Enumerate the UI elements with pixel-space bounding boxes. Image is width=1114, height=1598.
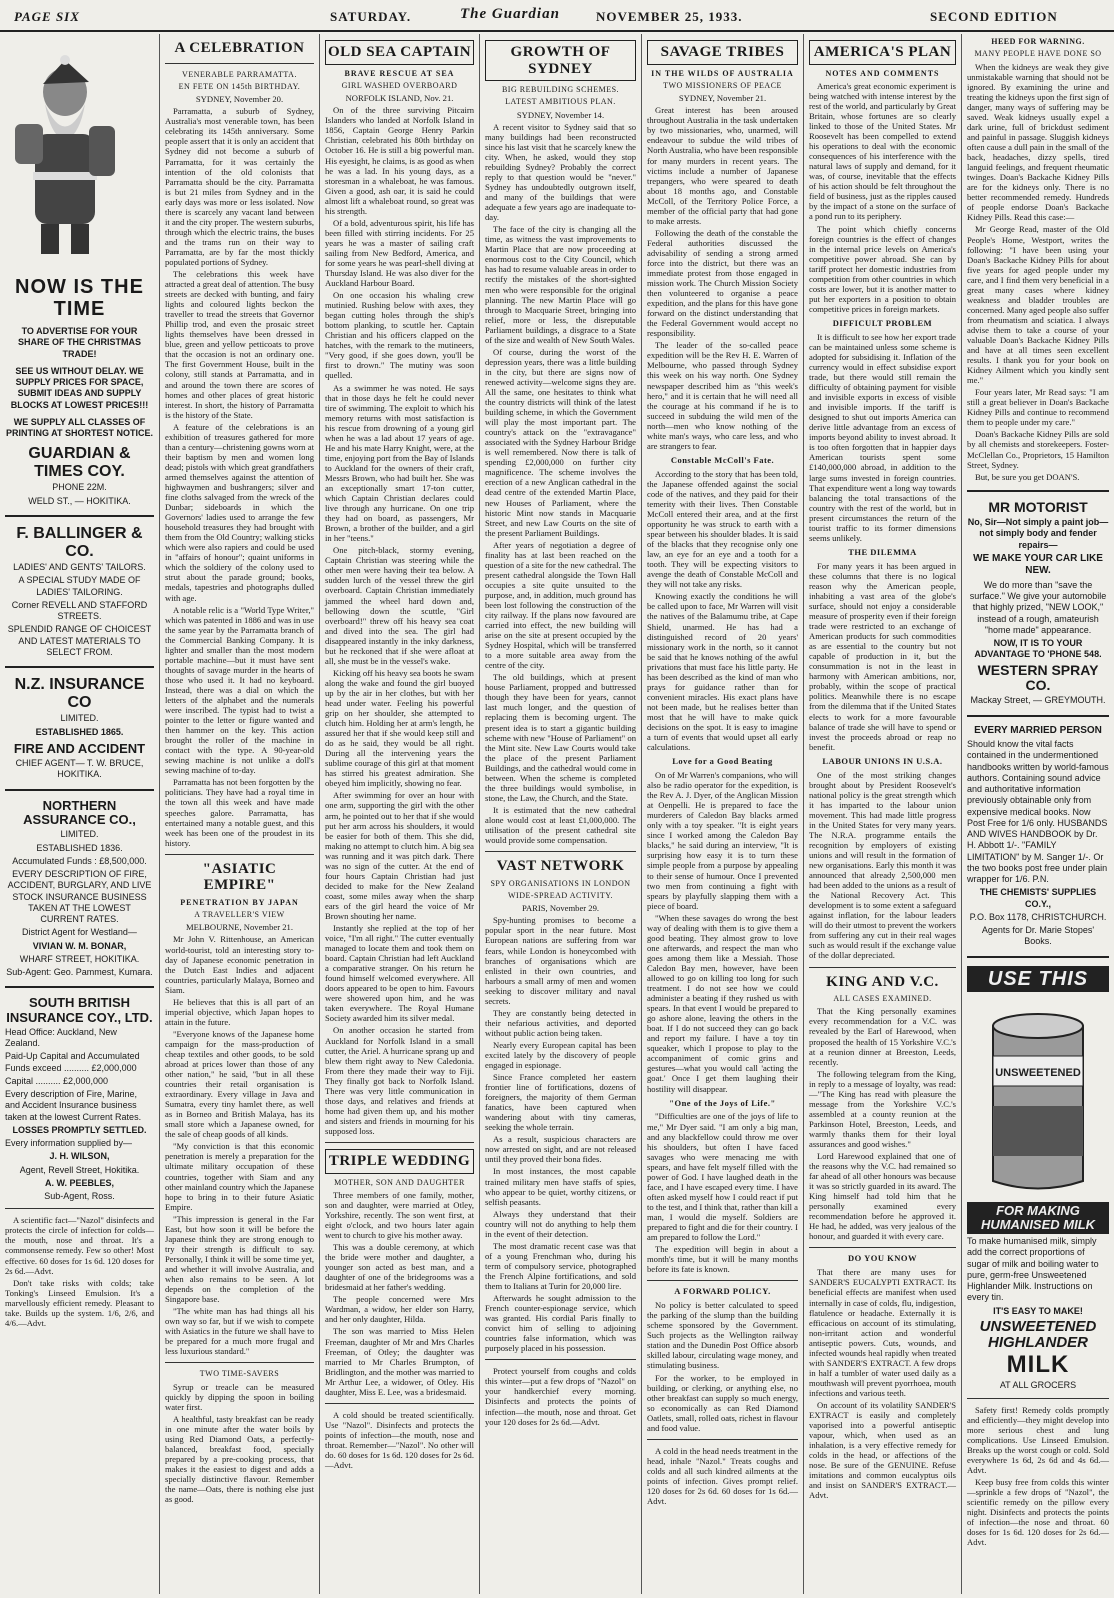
northern-assurance-ad — [5, 799, 154, 979]
section-subhead: Love for a Good Beating — [672, 756, 773, 767]
ad-body: Should know the vital facts contained in the undermentioned handbooks written by world-famous authors. Containing sound advice and authoritative information previously obtainable only from expensive medical books. Now Post Free for 1/6 only. HUSBANDS AND WIVES HANDBOOK by Dr. H. Abbott 1/-. "FAMILY LIMITATION" by M. Sanger 1/-. Or the two books post free under plain wrapper for 1/6. P.N. — [967, 739, 1109, 885]
ad-established: ESTABLISHED 1865. — [35, 726, 124, 737]
article-paragraph: The people concerned were Mrs Wardman, a widow, her elder son Harry, and her only daughter, Hilda. — [325, 1294, 474, 1325]
ad-funds: Accumulated Funds : £8,500,000. — [12, 855, 147, 866]
article-headline: OLD SEA CAPTAIN — [325, 40, 474, 65]
nazol-advert: A scientific fact—"Nazol" disinfects and protects the circle of infection for colds—the mouth, nose and throat. It's a commonsense remedy. Few so other! Most effective. 60 doses for 1s 6d. 120 doses for 2s 6d.—Advt. — [5, 1215, 154, 1276]
article-headline: GROWTH OF SYDNEY — [485, 40, 636, 81]
article-paragraph: On of the three surviving Pitcairn Islanders who landed at Norfolk Island in 1856, Captain George Henry Parkin Christian, celebrated his 80th birthday on October 16. He is still a big powerful man. His eyesight, he claims, is as good as when he was a lad. In his young days, as a storesman in a whaleboat, he was famous. Given a good, ash oar, it is said he could almost lift a whaleboat round, so great was his strength. — [325, 105, 474, 216]
article-paragraph: It is estimated that the new cathedral alone would cost at least £1,000,000. The utilisation of the present cathedral site would provide some compensation. — [485, 804, 636, 846]
article-headline: KING AND V.C. — [826, 973, 939, 990]
article-subhead: IN THE WILDS OF AUSTRALIA — [651, 68, 794, 78]
article-paragraph: Syrup or treacle can be measured quickly by dipping the spoon in boiling water first. — [165, 1381, 314, 1412]
south-british-ad — [5, 996, 154, 1202]
ad-subtitle: LADIES' AND GENTS' TAILORS. — [13, 562, 146, 573]
western-spray-ad — [967, 500, 1109, 707]
article-headline: A CELEBRATION — [174, 40, 305, 56]
article-paragraph: A notable relic is a "World Type Writer," which was patented in 1886 and was in use the same year by the Parramatta branch of the Commercial Banking Company. It is lighter and smaller than the most modern portable machine—but it must have sent thoughts of savage murder in the hearts of those who used it. It had no keyboard. Instead, there was a dial on which the letters of the alphabet and the numerals were inscribed. The typist had to twist a pointer to the letter or figure wanted and then hammer on the key. This action brought the roller of the machine in contact with the type. A 90-year-old sewing machine is not unlike a doll's sewing machine of to-day. — [165, 604, 314, 776]
article-paragraph: Doan's Backache Kidney Pills are sold by all chemists and storekeepers. Foster-McClellan Co., Proprietors, 15 Hamilton Street, Sydney. — [967, 429, 1109, 470]
ad-address: WHARF STREET, HOKITIKA. — [19, 953, 140, 964]
ad-body: SEE US WITHOUT DELAY. WE SUPPLY PRICES FOR SPACE, SUBMIT IDEAS AND SUPPLY BLOCKS AT LOWEST PRICES!!! — [10, 365, 149, 410]
section-subhead: THE DILEMMA — [848, 546, 917, 557]
nazol-advert: A cold should be treated scientifically. Use "Nazol". Disinfects and protects the points of infection—the mouth, nose and throat. Remember—"Nazol". No other will do. 60 doses for 1s 6d. 120 doses for 2s 6d.—Advt. — [325, 1409, 474, 1471]
article-subhead: BRAVE RESCUE AT SEA — [344, 68, 455, 78]
ad-body: EVERY DESCRIPTION OF FIRE, ACCIDENT, BURGLARY, AND LIVE STOCK INSURANCE BUSINESS TAKEN AT THE LOWEST CURRENT RATES. — [7, 869, 152, 924]
article-paragraph: No policy is better calculated to speed the parking of the slump than the building scheme sponsored by the Government. Such projects as the Wellington railway station and the Dunedin Post Office absorb skilled labour, circulating wage money, and stimulating business. — [647, 1300, 798, 1371]
ad-firm: SOUTH BRITISH INSURANCE COY., LTD. — [6, 995, 153, 1025]
section-subhead: A FORWARD POLICY. — [674, 1286, 771, 1297]
article-subhead: NOTES AND COMMENTS — [825, 68, 940, 78]
ad-body: NOW, IT IS TO YOUR ADVANTAGE TO 'PHONE 548. — [974, 638, 1102, 660]
highlander-milk-ad — [967, 966, 1109, 1392]
newspaper-title: The Guardian — [460, 6, 560, 22]
ad-agent: Agents for Dr. Marie Stopes' Books. — [981, 925, 1095, 947]
ad-headline: USE THIS — [967, 966, 1109, 992]
ad-headline: EVERY MARRIED PERSON — [974, 724, 1102, 736]
article-paragraph: For the worker, to be employed in building, or clerking, or anything else, no other breakfast can supply so much energy, so economically as can Red Diamond Oatlets, small, rolled oats, richest in flavour and food value. — [647, 1372, 798, 1433]
masthead-day: SATURDAY. — [330, 9, 412, 24]
ad-info: Every information supplied by— — [5, 1138, 133, 1149]
article-paragraph: They are constantly being detected in their nefarious activities, and deported without public action being taken. — [485, 1007, 636, 1038]
ad-phone: PHONE 22M. — [52, 482, 107, 493]
masthead-date: NOVEMBER 25, 1933. — [596, 9, 743, 24]
article-paragraph: A feature of the celebrations is an exhibition of treasures gathered for more than a century—christening gowns worn at their baptism by men and women long dead; pistols with which great grandfathers armed themselves against the attention of highwaymen and bushrangers; silver and fine cloths salvaged from the wreck of the Dunbar; sideboards in which the Governors' ladies used to arrange the few household treasures they had brought with them from the Old Country; walking sticks which were also rapiers and could be used in "affairs of honour"; quaint uniforms in which the soldiery of the colony used to strut about the parade ground; books, medals, tapestries and photographs dulled with age. — [165, 421, 314, 603]
article-subhead: A TRAVELLER'S VIEW — [194, 910, 285, 920]
dateline: SYDNEY, November 14. — [516, 109, 605, 120]
article-subhead: PENETRATION BY JAPAN — [180, 897, 299, 907]
ad-body: A SPECIAL STUDY MADE OF LADIES' TAILORING. — [18, 575, 141, 597]
article-subhead: BIG REBUILDING SCHEMES. — [501, 85, 620, 94]
article-paragraph: Mr John V. Rittenhouse, an American world-tourist, told an interesting story to-day of Japanese economic penetration in the Dutch East Indies and adjacent countries, particularly Malaya, Borneo and Siam. — [165, 934, 314, 995]
article-paragraph: Great interest has been aroused throughout Australia in the task undertaken by two missionaries, who, unarmed, will endeavour to subdue the wild tribes of North Australia, who have been responsible for many murders in recent years. The victims include a number of Japanese trepangers, who were speared to death about 18 months ago, and Constable McColl, of the Territory Police Force, a member of the official party that had gone to make arrests. — [647, 105, 798, 226]
article-paragraph: For many years it has been argued in these columns that there is no logical reason why the American people, inhabiting a vast area of the globe's surface, should not enjoy a considerable measure of prosperity even if their foreign trade were restricted to an exchange of American products for such commodities as are essential to the country but not capable of production in it, but the consummation is not in the least in harmony with American ambitions, nor, probably, within the scope of practical politics. Meanwhile there is no escape from the dilemma that if the United States elects to work for a more favourable balance of trade she will have to spend or invest the proceeds abroad or reap no benefit. — [809, 560, 956, 752]
article-headline: TRIPLE WEDDING — [325, 1149, 474, 1174]
article-subhead: LATEST AMBITIOUS PLAN. — [505, 97, 616, 107]
article-paragraph: "Everyone knows of the Japanese home campaign for the mass-production of cheap textiles and other goods, to be sold abroad at prices lower than those of any other nation," he said, "but in all these countries their retail organisation is extraordinary. Every village in Java and Sumatra, every tiny hamlet there, as well as in Borneo and British Malaya, has its small store which a Japanese owned, for the sale of cheap goods of all kinds. — [165, 1028, 314, 1140]
ad-address: Agent, Revell Street, Hokitika. — [19, 1164, 140, 1175]
ad-body: AT ALL GROCERS — [999, 1380, 1077, 1391]
ad-firm: F. BALLINGER & CO. — [16, 524, 143, 560]
ad-capital: Paid-Up Capital and Accumulated Funds exceed .......... £2,000,000 — [5, 1051, 140, 1073]
linseed-advert: Safety first! Remedy colds promptly and efficiently—they might develop into more serious chest and lung complications. Use Linseed Emulsion. Breaks up the worst cough or cold. Sold everywhere 1s 6d, 2s 6d and 4s 6d.—Advt. — [967, 1404, 1109, 1475]
article-subhead: MOTHER, SON AND DAUGHTER — [334, 1177, 465, 1187]
article-subhead: ALL CASES EXAMINED. — [833, 994, 932, 1004]
ad-brand: MILK — [1006, 1350, 1070, 1378]
article-paragraph: Lord Harewood explained that one of the reasons why the V.C. had remained so far ahead of all other honours was because it was so strictly guarded in its award. The King himself had told him that he personally examined every recommendation before he approved it. He had, he added, was very jealous of the honour, and guarded it with every care. — [809, 1151, 956, 1242]
article-paragraph: As a swimmer he was noted. He says that in those days he felt he could never tire of swimming. The exploit to which his memory returns with most satisfaction is his rescue from drowning of a young girl when he was a lad about 17 years of age. He and his mate Harry Knight, were, at the time, enjoying port from the Bay of Islands to Auckland for the owners of their craft, Messrs Brown, who had built her. She was an exceptionally smart 17-ton cutter, which Captain Christian declares could live through any hurricane. On one trip they had on board, as passengers, Mr Brown, a brother of the builder, and a girl in her "teens." — [325, 382, 474, 544]
article-paragraph: Instantly she replied at the top of her voice, "I'm all right." The cutter eventually managed to locate them and took them on board. Captain Christian had left Auckland a comparative stranger. On his return he found himself welcomed everywhere. All doors appeared to be open to him. Favours were showered upon him, and he was taken everywhere. The Royal Humane Society awarded him its silver medal. — [325, 923, 474, 1024]
edition-label: SECOND EDITION — [930, 9, 1058, 24]
article-paragraph: Always they understand that their country will not do anything to help them in the event of their detection. — [485, 1208, 636, 1239]
column-3 — [320, 34, 480, 1594]
article-paragraph: On another occasion he started from Auckland for Norfolk Island in a small cutter, the Ariel. A hurricane sprang up and blew them right away to New Caledonia. From there they made their way to Fiji. They finally got back to Norfolk Island. There was very little communication in those days, and relatives and friends at home had given them up, and his mother and sisters and friends in mourning for his supposed loss. — [325, 1025, 474, 1136]
article-paragraph: Parramatta, a suburb of Sydney, Australia's most venerable town, has been celebrating its 145th anniversary. Some people assert that it is only an accident that Sydney did not become a suburb of Parramatta, for it was certainly the intention of the old colonists that Parramatta should be the city. Parramatta is but 21 miles from Sydney and in the early days was more or less isolated. Now there is scarcely any vacant land between it and the city proper. The western suburbs, through which the electric trains, the buses and the trams run on their way to Parramatta, are by far the most thickly populated portions of Sydney. — [165, 106, 314, 267]
article-paragraph: The face of the city is changing all the time, as witness the vast improvements to Martin Place that are now proceeding at enormous cost to the City Council, which has had to resume valuable areas in order to rectify the mistakes of the short-sighted men who were responsible for the original planning. The new Martin Place will go through to Macquarie Street, bringing into relief, more or less, the disreputable Parliament buildings, a disgrace to a State of the size and wealth of New South Wales. — [485, 224, 636, 345]
article-paragraph: In most instances, the most capable trained military men have staffs of spies, who appear to be quiet, worthy citizens, or selfish peasants. — [485, 1166, 636, 1207]
article-paragraph: As a result, suspicious characters are now arrested on sight, and are not released until they proved their bona fides. — [485, 1134, 636, 1165]
ad-ltd: LIMITED. — [60, 829, 99, 840]
article-paragraph: On of Mr Warren's companions, who will also be radio operator for the expedition, is the Rev A. J. Dyer, of the Anglican Mission at Oenpelli. He is prepared to face the murderers of Caledon Bay blacks armed only with a toy speaker. "It is eight years since I worked among the Caledon Bay blacks," he said during an interview, "It is surprising how easy it is to turn these simple people from a purpose by appealing to their sense of humour. Once I prevented two men from continuing a fight with spears by playfully slapping them with a piece of board. — [647, 770, 798, 911]
page-number: PAGE SIX — [14, 9, 80, 24]
column-5 — [642, 34, 804, 1594]
ad-established: ESTABLISHED 1836. — [36, 842, 123, 853]
article-paragraph: Afterwards he sought admission to the French counter-espionage service, which was granted. His cordial Paris finally to convict him of selling to adjoining countries false information, which was purposely placed in his possession. — [485, 1293, 636, 1354]
article-paragraph: The leader of the so-called peace expedition will be the Rev H. E. Warren of Melbourne, who passed through Sydney this week on his way north. One Sydney newspaper described him as "this week's hero," and it is certain that he will need all the courage at his command if he is to succeed in subduing the wild men of the north—men who know nothing of the white man's ways, who care less, and who are strangers to fear. — [647, 340, 798, 451]
ad-firm: THE CHEMISTS' SUPPLIES CO.Y., — [979, 887, 1097, 909]
article-paragraph: "The white man has had things all his own way so far, but if we wish to compete with Asiatics in the future we shall have to be prepared for a much more frugal and less luxurious standard." — [165, 1306, 314, 1357]
dateline: NORFOLK ISLAND, Nov. 21. — [345, 93, 454, 104]
nazol-advert: A cold in the head needs treatment in the head, inhale "Nazol." Treats coughs and colds and all such kindred ailments at the points of infection. Gives prompt relief. 120 doses for 2s 6d. 60 doses for 1s 6d.—Advt. — [647, 1445, 798, 1507]
guardian-times-ad — [5, 276, 154, 507]
article-paragraph: Knowing exactly the conditions he will be called upon to face, Mr Warren will visit the natives of the Balamumu tribe, at Cape Shield, unarmed. He has had a distinguished record of 20 years' missionary work in the north, so it cannot be said that he knows nothing of the awful privations that must face his little party. He has been described as the kind of man who prays for guidance rather than for convenient miracles. His exact plans have not been made, but he realises better than most that he will have to make quick decisions on the spot. It is easy to imagine a turn of events that would upset all early calculations. — [647, 591, 798, 753]
ad-address: Corner REVELL AND STAFFORD STREETS. — [11, 599, 148, 622]
ad-subagent: Sub-Agent: Geo. Pammest, Kumara. — [6, 967, 153, 977]
article-paragraph: He believes that this is all part of an imperial objective, which Japan hopes to attain in the future. — [165, 996, 314, 1027]
ad-firm: N.Z. INSURANCE CO — [14, 676, 145, 711]
section-subhead: "One of the Joys of Life." — [669, 1097, 776, 1108]
ad-firm: NORTHERN ASSURANCE CO., — [23, 797, 136, 827]
section-subhead: DIFFICULT PROBLEM — [832, 317, 933, 328]
article-paragraph: The point which chiefly concerns foreign countries is the effect of changes in the internal price levels on America's competitive power abroad. She can by tariff protect her domestic industries from competition from other countries in which costs are lower, but it is another matter to put her exporters in a position to obtain competitive prices in foreign markets. — [809, 223, 956, 314]
article-paragraph: It is difficult to see how her export trade can be maintained unless some scheme is adopted for subsidising it. Inflation of the currency would in effect subsidise export trade, but there would still remain the difficulty of obtaining payment for visible and invisible exports in excess of visible and invisible imports. If the tariff is designed to shut out imports America can derive little advantage from an excess of imports beyond ability to invest abroad. It is too often forgotten that in happier days American tourists spent some £140,000,000 abroad, in addition to the large sums invested in foreign countries. That expenditure went a long way towards balancing the total transactions of the country with the rest of the world, but in present circumstances the return of the tourist traffic to its former dimensions seems unlikely. — [809, 331, 956, 543]
dateline: PARIS, November 29. — [521, 903, 600, 914]
article-paragraph: On one occasion his whaling crew mutinied. Rushing below with axes, they began cutting holes through the ship's bottom planking, to scuttle her. Captain Christian and his officers clapped on the hatches, with the remark to the mutineers, "Very good, if she goes down, you'll be first to drown." The mutiny was soon quelled. — [325, 290, 474, 381]
article-paragraph: Mr George Read, master of the Old People's Home, Westport, writes the following: "I have been using your Doan's Backache Kidney Pills for about five years for aged people under my care, and I find them very beneficial in a great many cases where kidney weakness and bladder troubles are concerned. Many aged people also suffer from rheumatism and sciatica. I always advise them to take a course of your valuable Doan's Backache Kidney Pills and have at all times seen excellent results. I thank you for your book on Kidney Ailment which you kindly sent me." — [967, 224, 1109, 386]
ad-address: Sub-Agent, Ross. — [44, 1191, 115, 1202]
ad-agent: CHIEF AGENT— T. W. BRUCE, HOKITIKA. — [15, 758, 144, 780]
ad-body: SPLENDID RANGE OF CHOICEST AND LATEST MATERIALS TO SELECT FROM. — [7, 624, 152, 657]
column-2 — [160, 34, 320, 1594]
ad-firm: WESTERN SPRAY CO. — [977, 661, 1099, 693]
article-paragraph: "My conviction is that this economic penetration is merely a preparation for the ultimate military occupation of these countries, together with Siam and any other mainland country which the Japanese hope to bring in to their future Asiatic Empire. — [165, 1141, 314, 1212]
article-paragraph: After years of negotiation a degree of finality has at last been reached on the question of a site for the new cathedral. The present cathedral alongside the Town Hall occupies a site quite unsuited to the purpose, and, in addition, much ground has been lost following the construction of the city railway. If the plans now favoured are carried into effect, the new building will arise on the site at present occupied by the Sydney Hospital, which will be transferred to a more suitable area away from the centre of the city. — [485, 539, 636, 671]
article-paragraph: "This impression is general in the Far East, but how soon it will be before the Japanese think they are strong enough to try their strength is difficult to say. Personally, I think it will be some time yet, and whether it will involve Australia, and when also remains to be seen. A lot depends on the completion of the Singapore base. — [165, 1213, 314, 1305]
article-paragraph: Four years later, Mr Read says: "I am still a great believer in Doan's Backache Kidney Pills and continue to recommend them to people under my care." — [967, 387, 1109, 428]
ballinger-ad — [5, 525, 154, 658]
section-subhead: LABOUR UNIONS IN U.S.A. — [822, 755, 943, 766]
santa-illustration-icon — [5, 54, 125, 264]
column-4 — [480, 34, 642, 1594]
ad-brand: UNSWEETENED — [979, 1317, 1097, 1335]
article-paragraph: A recent visitor to Sydney said that so many buildings had been reconstructed since his last visit that he scarcely knew the city. When, he asked, would they stop rebuilding Sydney? Probably the correct reply to that question would be "never." Sydney has undoubtedly outgrown itself, and many of the buildings that were adequate a few years ago are inadequate to-day. — [485, 121, 636, 223]
article-subhead: SPY ORGANISATIONS IN LONDON — [490, 878, 631, 888]
column-1-advertisements — [0, 34, 160, 1594]
dateline: MELBOURNE, November 21. — [186, 922, 293, 933]
article-paragraph: Parramatta has not been forgotten by the politicians. They have had a royal time in the town all this week and have made speeches galore. Parramatta, has entertained many a notable guest, and this week has been one of the proudest in its history. — [165, 777, 314, 848]
article-paragraph: "Difficulties are one of the joys of life to me," Mr Dyer said. "I am only a big man, and any blackfellow could throw me over his shoulders, but often I have faced savages who were menacing me with spears, and have felt myself filled with the power of God. I have laughed death in the face, and I have escaped every time. I have often asked myself how I could react if put to the test, and I think that, rather than kill a man, I would die myself. Soldiers are prepared to fight and die for their country. I am prepared to follow the Lord." — [647, 1111, 798, 1243]
ad-body: IT'S EASY TO MAKE! — [993, 1305, 1083, 1316]
article-paragraph: One pitch-black, stormy evening, Captain Christian was steering while the other men were having their tea below. A sudden lurch of the vessel threw the girl overboard. Captain Christian immediately jammed the wheel hard down and, bellowing down the scuttle, "Girl overboard!" threw off his heavy sea coat and dived into the sea. The girl had disappeared instantly in the inky darkness, but he reckoned that if she were afloat at all, she must be in the vessel's wake. — [325, 545, 474, 666]
article-paragraph: Spy-hunting promises to become a popular sport in the near future. Most European nations are suffering from war fears, while London is honeycombed with branches of organisations which are enlisted in their own countries, and harbours a small army of men and women seeking to discover military and naval secrets. — [485, 915, 636, 1006]
ad-brand: HIGHLANDER — [988, 1334, 1088, 1352]
ad-head-office: Head Office: Auckland, New Zealand. — [5, 1026, 117, 1049]
ad-classes: WE SUPPLY ALL CLASSES OF PRINTING AT SHORTEST NOTICE. — [5, 416, 153, 439]
dateline: SYDNEY, November 20. — [195, 94, 284, 105]
ad-subtitle: TO ADVERTISE FOR YOUR SHARE OF THE CHRISTMAS TRADE! — [17, 326, 141, 359]
can-label: UNSWEETENED — [995, 1066, 1081, 1079]
article-subhead: WIDE-SPREAD ACTIVITY. — [507, 890, 613, 900]
ad-agent: VIVIAN W. M. BONAR, — [32, 940, 127, 951]
ad-firm: GUARDIAN & TIMES COY. — [28, 445, 131, 480]
article-paragraph: The expedition will begin in about a month's time, but it will be many months before its fate is known. — [647, 1244, 798, 1275]
ad-address: P.O. Box 1178, CHRISTCHURCH. — [969, 911, 1107, 922]
article-paragraph: The following telegram from the King, in reply to a message of loyalty, was read:—"The King has read with pleasure the message from the Yorkshire V.C.'s assembled at a county reunion at the Parkinson Hotel, Breeston, Leeds, and warmly thanks them for their loyal assurances and good wishes." — [809, 1068, 956, 1149]
ad-slogan: FOR MAKING HUMANISED MILK — [967, 1202, 1109, 1235]
article-paragraph: Nearly every European capital has been excited lately by the discovery of people engaged in espionage. — [485, 1039, 636, 1071]
ad-body: WE MAKE YOUR CAR LIKE NEW. — [973, 552, 1103, 577]
ad-body: Every description of Fire, Marine, and Accident Insurance business taken at the lowest Current Rates. — [5, 1089, 142, 1122]
ad-headline: NOW IS THE TIME — [15, 276, 144, 321]
section-subhead: Constable McColl's Fate. — [670, 454, 775, 465]
article-paragraph: "When these savages do wrong the best way of dealing with them is to give them a good beating. They almost grow to love one afterwards, and respect the man who goes among them like a Messiah. Those Caledon Bay men, however, have been allowed to go on killing too long for such treatment. I do not see how we could administer a beating if they rushed us with spears. In that event I would be prepared to go ashore alone, leaving the others in the boat. If I do not succeed they can go back and report my failure. I have a toy tin squeaker, which I propose to play to the accompaniment of comic grins and gestures—what you would call 'acting the goat.' Once I get them laughing their hostility will disappear. — [647, 912, 798, 1094]
ad-agent: A. W. PEEBLES, — [44, 1177, 114, 1188]
article-paragraph: Kicking off his heavy sea boots he swam along the wake and found the girl buoyed up by the air in her clothes, but with her head under water. Feeling his powerful grip on her shoulder, she attempted to clutch him. Holding her at arm's length, he assured her that if she would keep still and do as he said, they would be all right. During all the intervening years the sublime courage of this girl at that moment has stirred his greatest admiration. She obeyed him implicitly, showing no fear. — [325, 667, 474, 789]
article-headline: "ASIATIC EMPIRE" — [202, 860, 277, 894]
ad-district: District Agent for Westland— — [22, 927, 137, 938]
column-6 — [804, 34, 962, 1594]
article-paragraph: The son was married to Miss Helen Freeman, daughter of Mr and Mrs Charles Freeman, of Otley; the daughter was married to Mr Charles Brumpton, of Bridlington, and the mother was married to Mr Arthur Lee, a widower, of Otley. His daughter, Miss E. Lee, was a bridesmaid. — [325, 1326, 474, 1397]
article-paragraph: Three members of one family, mother, son and daughter, were married at Otley, Yorkshire, recently. The son went first, at eight o'clock, and two hours later again went to church to give his mother away. — [325, 1189, 474, 1241]
article-subhead: TWO MISSIONERS OF PEACE — [663, 80, 782, 90]
article-paragraph: When the kidneys are weak they give unmistakable warning that should not be ignored. By examining the urine and treating the kidneys upon the first sign of danger, many ways of suffering may be saved. Weak kidneys usually expel a dark urine, full of brickdust sediment and painful in passage. Sluggish kidneys often cause a dull pain in the small of the back, headaches, dizzy spells, tired languid feelings, and frequent rheumatic twinges. Doan's Backache Kidney Pills are for the kidneys only. There is no better recommended remedy. Hundreds of people endorse Doan's Backache Kidney Pills. Read this case:— — [967, 61, 1109, 223]
article-paragraph: Following the death of the constable the Federal authorities discussed the advisability of sending a strong armed force into the district, but there was an immediate protest from those engaged in mission work. The Church Mission Society then volunteered to organise a peace expedition, and the plans for this have gone forward on the distinct understanding that the Federal Government would accept no responsibility. — [647, 227, 798, 339]
linseed-advert: Don't take risks with colds; take Tonking's Linseed Emulsion. It's a marvellously efficient remedy. Pleasant to take. Builds up the system. 1/6, 2/6, and 4/6.—Advt. — [5, 1277, 154, 1328]
article-headline: TWO TIME-SAVERS — [199, 1369, 280, 1379]
article-paragraph: The most dramatic recent case was that of a young Frenchman who, during his term of compulsory service, photographed the French Alpine fortifications, and sold them to Italians at Turin for 20,000 lire. — [485, 1240, 636, 1291]
ad-headline: MR MOTORIST — [988, 498, 1088, 515]
ad-capital: Capital .......... £2,000,000 — [5, 1075, 109, 1086]
nazol-advert: Keep busy free from colds this winter—sprinkle a few drops of "Nazol", the scientific remedy on the pillow every night. Disinfects and protects the points of infection—the nose and throat. 60 doses for 1s 6d. 120 doses for 2s 6d.—Advt. — [967, 1476, 1109, 1548]
article-paragraph: After swimming for over an hour with one arm, supporting the girl with the other arm, he pointed out to her that if she would put her arm across his shoulders, it would be easier for both of them. This she did, making no attempt to clutch him. A big sea was running and it was pitch dark. There was no sign of the cutter. At the end of four hours Captain Christian had just decided to make for the New Zealand coast, some miles away when the sharp ears of the girl heard the voice of Mr Brown shouting her name. — [325, 790, 474, 921]
article-paragraph: That the King personally examines every recommendation for a V.C. was revealed by the Earl of Harewood, when proposed the health of 15 Yorkshire V.C.'s at a reunion dinner at Breeston, Leeds, recently. — [809, 1006, 956, 1067]
article-paragraph: According to the story that has been told, the Japanese offended against the social code of the natives, and they paid for their temerity with their lives. Then Constable McColl entered their area, and at the first opportunity he was struck to earth with a spear between his shoulder blades. It is said of the blacks that they recognise only one law, an eye for an eye and a tooth for a tooth. They will be expecting visitors to avenge the death of Constable McColl and they will not take any risks. — [647, 468, 798, 590]
ad-ltd: LIMITED. — [60, 713, 99, 724]
ad-body: We do more than "save the surface." We give your automobile that highly prized, "NEW LOOK," instead of a rough, amateurish "home made" appearance. — [969, 579, 1107, 635]
ad-address: WELD ST., — HOKITIKA. — [28, 495, 131, 506]
ad-address: Mackay Street, — GREYMOUTH. — [970, 695, 1106, 706]
article-paragraph: The old buildings, which at present house Parliament, propped and buttressed though they have been for years, cannot last much longer, and the question of replacing them is becoming urgent. The present idea is to start a gigantic building scheme with new "House of Parliament" on the Mint site. New Law Courts would take the place of the present Parliament Buildings, and the cathedral would come in between. When the scheme is completed the three buildings would symbolise, in stone, the Law, the Church, and the State. — [485, 672, 636, 803]
ad-body: To make humanised milk, simply add the correct proportions of sugar of milk and boiling water to pure, germ-free Unsweetened Highlander Milk. Instructions on every tin. — [967, 1236, 1099, 1303]
masthead — [0, 0, 1114, 32]
nz-insurance-ad — [5, 676, 154, 780]
chemists-supplies-ad — [967, 725, 1109, 948]
article-paragraph: That there are many uses for SANDER'S EUCALYPTI EXTRACT. Its beneficial effects are manifest when used internally in case of colds, flu, indigestion, flatulence or headache. Externally it is efficacious on account of its stimulating, non-irritant action and wonderful antiseptic powers. Cuts, wounds, and infected wounds heal rapidly when treated with SANDER'S EXTRACT. A few drops in half a tumbler of water used daily as a mouthwash will prevent pyorrhoea, mouth infections and various teeth. — [809, 1267, 956, 1398]
article-paragraph: A healthful, tasty breakfast can be ready in one minute after the water boils by using Red Diamond Oats, a perfectly-balanced, breakfast food, specially prepared by a pre-cooking process, that makes it the easiest to digest and adds a specially distinctive flavour. Remember the name—Oats, there is nothing else just as good. — [165, 1413, 314, 1505]
article-subhead: VENERABLE PARRAMATTA. — [182, 69, 297, 79]
article-paragraph: But, be sure you get DOAN'S. — [975, 471, 1080, 482]
article-headline: VAST NETWORK — [496, 858, 625, 875]
article-paragraph: One of the most striking changes brought about by President Roosevelt's national policy is the great strength which it has imparted to the labour union movement. This had made little progress in the United States for very many years. The N.R.A. programme entails the recognition by employers of existing unions and will result in the formation of new organisations. Early this month it was announced that already 2,500,000 men had been added to the unions as a result of the National Recovery Act. This development is to some extent a safeguard against inflation, for the labour leaders will do their utmost to prevent the workers from suffering any cut in their real wages such as would result if the exchange value of the dollar depreciated. — [809, 769, 956, 961]
nazol-advert: Protect yourself from coughs and colds this winter—put a few drops of "Nazol" on your handkerchief every morning. Disinfects and protects the points of infection—the mouth, nose and throat. Get your 120 doses for 2s 6d.—Advt. — [485, 1366, 636, 1427]
ad-body: No, Sir—Not simply a paint job—not simply body and fender repairs— — [967, 517, 1109, 550]
dateline: SYDNEY, November 21. — [678, 93, 767, 104]
article-paragraph: Of a bold, adventurous spirit, his life has been filled with stirring incidents. For 25 years he was a master of sailing craft sailing from New Bedford, America, and for some years he was pearl-shell diving at Thursday Island. He was also diver for the Auckland Harbour Board. — [325, 217, 474, 289]
article-paragraph: Since France completed her eastern frontier line of fortifications, dozens of foreigners, the majority of them German fanatics, have been captured when wandering about with tiny cameras, seeking the whole terrain. — [485, 1072, 636, 1133]
article-paragraph: On account of its volatility SANDER'S EXTRACT is easily and completely vaporised into a powerful antiseptic vapour, which, when used as an inhalation, is a very effective remedy for colds in the head, or affections of the nose. Be sure of the GENUINE. Refuse imitations and common eucalyptus oils and insist on SANDER'S EXTRACT.—Advt. — [809, 1400, 956, 1501]
article-subhead: GIRL WASHED OVERBOARD — [341, 80, 458, 90]
ad-losses: LOSSES PROMPTLY SETTLED. — [12, 1124, 147, 1135]
ad-agent: J. H. WILSON, — [49, 1151, 110, 1162]
article-paragraph: America's great economic experiment is being watched with intense interest by the rest of the world, and particularly by Great Britain, whose fortunes are so clearly linked to those of the United States. Mr Roosevelt has been compelled to extend his operations to deal with the economic consequences of his interference with the natural laws of supply and demand, for it was, of course, inevitable that the effects of his action should be felt throughout the field of business, just as the ripples caused by the impact of a stone on the surface of a pond run to its periphery. — [809, 80, 956, 222]
article-headline: SAVAGE TRIBES — [647, 40, 798, 65]
article-headline: AMERICA'S PLAN — [809, 40, 956, 65]
article-paragraph: This was a double ceremony, at which the bride were mother and daughter, a younger son acted as best man, and a daughter of one of the bridegrooms was a bridesmaid at her father's wedding. — [325, 1242, 474, 1293]
milk-can-icon — [978, 996, 1098, 1196]
article-headline: HEED FOR WARNING. — [991, 37, 1085, 46]
ad-line: FIRE AND ACCIDENT — [13, 740, 146, 756]
article-subhead: MANY PEOPLE HAVE DONE SO — [974, 49, 1102, 59]
article-paragraph: Of course, during the worst of the depression years, there was a little building in the city, but there are signs now of renewed activity—welcome signs they are. All the same, one hesitates to think what the country districts will think of the latest building scheme, in which the Government will play the most important part. The country's attack on the "extravagance" associated with the Sydney Harbour Bridge is well remembered. Now there is talk of spending £2,000,000 on further city magnificence. The scheme involves the erection of a new Anglican cathedral in the dead centre of the extended Martin Place, new Houses of Parliament, where the historic Mint now stands in Macquarie Street, and new Law Courts on the site of the present Parliament Buildings. — [485, 346, 636, 538]
article-subhead: EN FETE ON 145th BIRTHDAY. — [178, 81, 301, 91]
article-paragraph: The celebrations this week have attracted a great deal of attention. The busy streets are decked with bunting, and fairy lights and coloured lights beckon the traveller to tread the streets that Governor Phillip trod, and even the prosaic street lights themselves have been dressed in blue, green and yellow petticoats to prove that the occasion is not an ordinary one. The first Government House, built in the colony, still stands at Parramatta, and in and around the town there are scores of homes and other places of great historic interest. In short, the history of Parramatta is the history of the State. — [165, 269, 314, 420]
column-7 — [962, 34, 1114, 1594]
article-headline: DO YOU KNOW — [848, 1253, 917, 1264]
